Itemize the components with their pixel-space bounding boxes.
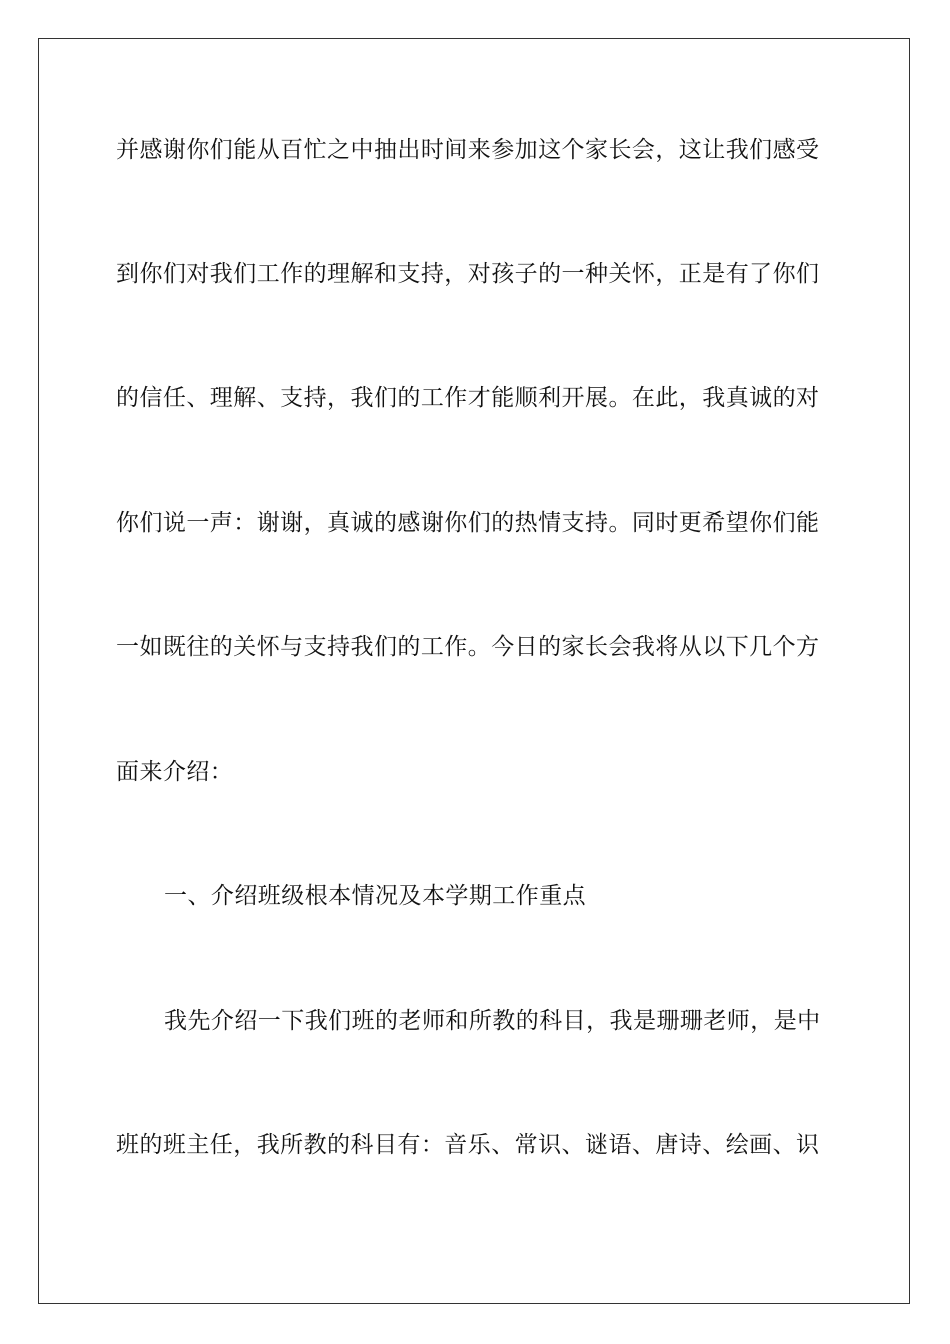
- paragraph-line: 面来介绍：: [116, 759, 234, 785]
- page-border: [38, 38, 910, 1304]
- paragraph-line: 班的班主任，我所教的科目有：音乐、常识、谜语、唐诗、绘画、识: [116, 1132, 820, 1158]
- paragraph-line: 你们说一声：谢谢，真诚的感谢你们的热情支持。同时更希望你们能: [116, 510, 820, 536]
- paragraph-line: 我先介绍一下我们班的老师和所教的科目，我是珊珊老师，是中: [164, 1008, 821, 1034]
- paragraph-line: 并感谢你们能从百忙之中抽出时间来参加这个家长会，这让我们感受: [116, 137, 820, 163]
- paragraph-line: 到你们对我们工作的理解和支持，对孩子的一种关怀，正是有了你们: [116, 261, 820, 287]
- paragraph-line: 的信任、理解、支持，我们的工作才能顺利开展。在此，我真诚的对: [116, 385, 820, 411]
- section-heading: 一、介绍班级根本情况及本学期工作重点: [164, 883, 587, 909]
- paragraph-line: 一如既往的关怀与支持我们的工作。今日的家长会我将从以下几个方: [116, 634, 820, 660]
